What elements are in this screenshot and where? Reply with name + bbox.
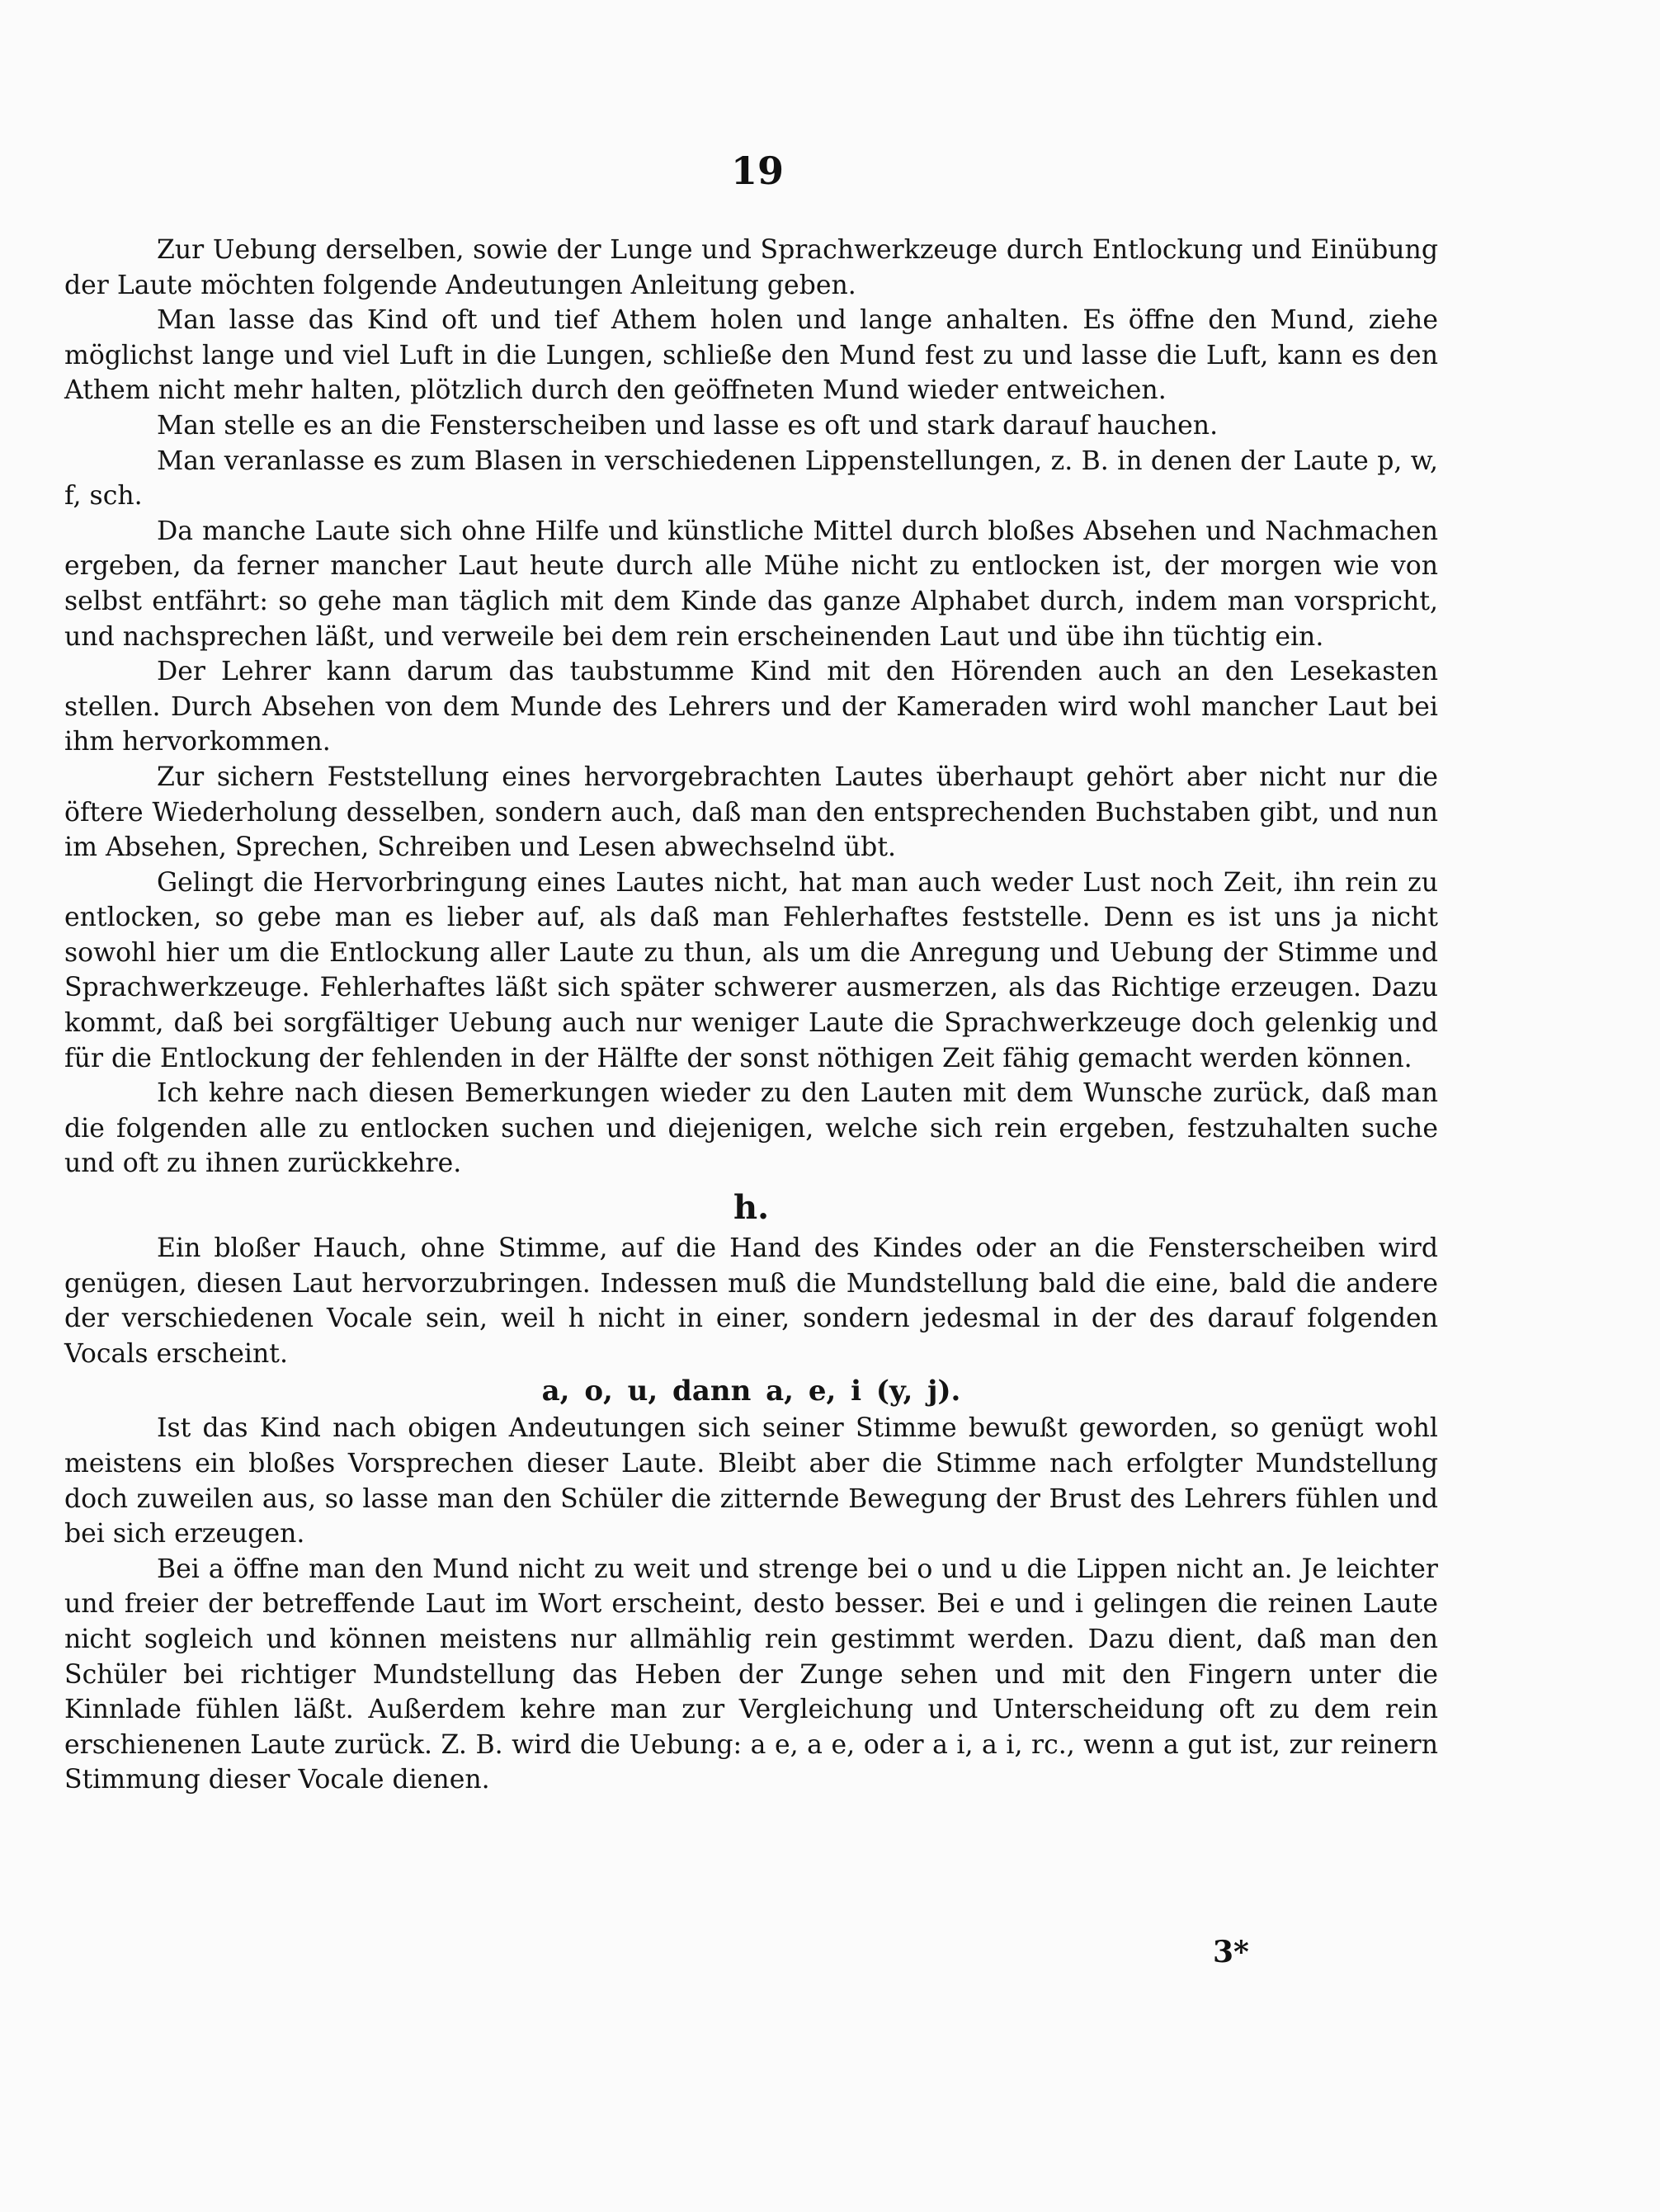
paragraph: Man stelle es an die Fensterscheiben und lasse es oft und stark darauf hauchen.: [157, 410, 1219, 441]
signature-mark: 3*: [1213, 1935, 1249, 1969]
paragraph: Gelingt die Hervorbringung eines Lautes nicht, hat man auch weder Lust noch Zeit, ihn rein zu entlocken, so gebe man es lieber auf, als daß man Fehlerhaftes feststelle. Denn es ist uns ja nicht sowohl hier um die Entlockung aller Laute zu thun, als um die Anregung und Uebung der Stimme und Sprachwerkzeuge. Fehlerhaftes läßt sich später schwerer ausmerzen, als das Richtige erzeugen. Dazu kommt, daß bei sorgfältiger Uebung auch nur weniger Laute die Sprachwerkzeuge doch gelenkig und für die Entlockung der fehlenden in der Hälfte der sonst nöthigen Zeit fähig gemacht werden können.: [64, 867, 1438, 1073]
paragraph: Man lasse das Kind oft und tief Athem holen und lange anhalten. Es öffne den Mund, ziehe möglichst lange und viel Luft in die Lungen, schließe den Mund fest zu und lasse die Luft, kann es den Athem nicht mehr halten, plötzlich durch den geöffneten Mund wieder entweichen.: [64, 305, 1438, 406]
paragraph: Ich kehre nach diesen Bemerkungen wieder zu den Lauten mit dem Wunsche zurück, daß man die folgenden alle zu entlocken suchen und diejenigen, welche sich rein ergeben, festzuhalten suche und oft zu ihnen zurückkehre.: [64, 1078, 1438, 1179]
page-body: [64, 233, 1438, 1798]
paragraph: Da manche Laute sich ohne Hilfe und künstliche Mittel durch bloßes Absehen und Nachmachen ergeben, da ferner mancher Laut heute durch alle Mühe nicht zu entlocken ist, der morgen wie von selbst entfährt: so gehe man täglich mit dem Kinde das ganze Alphabet durch, indem man vorspricht, und nachsprechen läßt, und verweile bei dem rein erscheinenden Laut und übe ihn tüchtig ein.: [64, 516, 1438, 652]
page-number: 19: [730, 149, 784, 193]
paragraph: Ist das Kind nach obigen Andeutungen sich seiner Stimme bewußt geworden, so genügt wohl meistens ein bloßes Vorsprechen dieser Laute. Bleibt aber die Stimme nach erfolgter Mundstellung doch zuweilen aus, so lasse man den Schüler die zitternde Bewegung der Brust des Lehrers fühlen und bei sich erzeugen.: [64, 1413, 1438, 1549]
paragraph: Zur sichern Feststellung eines hervorgebrachten Lautes überhaupt gehört aber nicht nur die öftere Wiederholung desselben, sondern auch, daß man den entsprechenden Buchstaben gibt, und nun im Absehen, Sprechen, Schreiben und Lesen abwechselnd übt.: [64, 762, 1438, 863]
paragraph: Zur Uebung derselben, sowie der Lunge und Sprachwerkzeuge durch Entlockung und Einübung der Laute möchten folgende Andeutungen Anleitung geben.: [64, 235, 1438, 300]
paragraph: Ein bloßer Hauch, ohne Stimme, auf die Hand des Kindes oder an die Fensterscheiben wird genügen, diesen Laut hervorzubringen. Indessen muß die Mundstellung bald die eine, bald die andere der verschiedenen Vocale sein, weil h nicht in einer, sondern jedesmal in der des darauf folgenden Vocals erscheint.: [64, 1233, 1438, 1369]
vowel-line: a, o, u, dann a, e, i (y, j).: [541, 1375, 961, 1408]
paragraph: Der Lehrer kann darum das taubstumme Kind mit den Hörenden auch an den Lesekasten stellen. Durch Absehen von dem Munde des Lehrers und der Kameraden wird wohl mancher Laut bei ihm hervorkommen.: [64, 657, 1438, 757]
section-heading: h.: [733, 1188, 769, 1228]
paragraph: Bei a öffne man den Mund nicht zu weit und strenge bei o und u die Lippen nicht an. Je leichter und freier der betreffende Laut im Wort erscheint, desto besser. Bei e und i gelingen die reinen Laute nicht sogleich und können meistens nur allmählig rein gestimmt werden. Dazu dient, daß man den Schüler bei richtiger Mundstellung das Heben der Zunge sehen und mit den Fingern unter die Kinnlade fühlen läßt. Außerdem kehre man zur Vergleichung und Unterscheidung oft zu dem rein erschienenen Laute zurück. Z. B. wird die Uebung: a e, a e, oder a i, a i, rc., wenn a gut ist, zur reinern Stimmung dieser Vocale dienen.: [64, 1554, 1438, 1795]
paragraph: Man veranlasse es zum Blasen in verschiedenen Lippenstellungen, z. B. in denen der Laute p, w, f, sch.: [64, 446, 1438, 512]
